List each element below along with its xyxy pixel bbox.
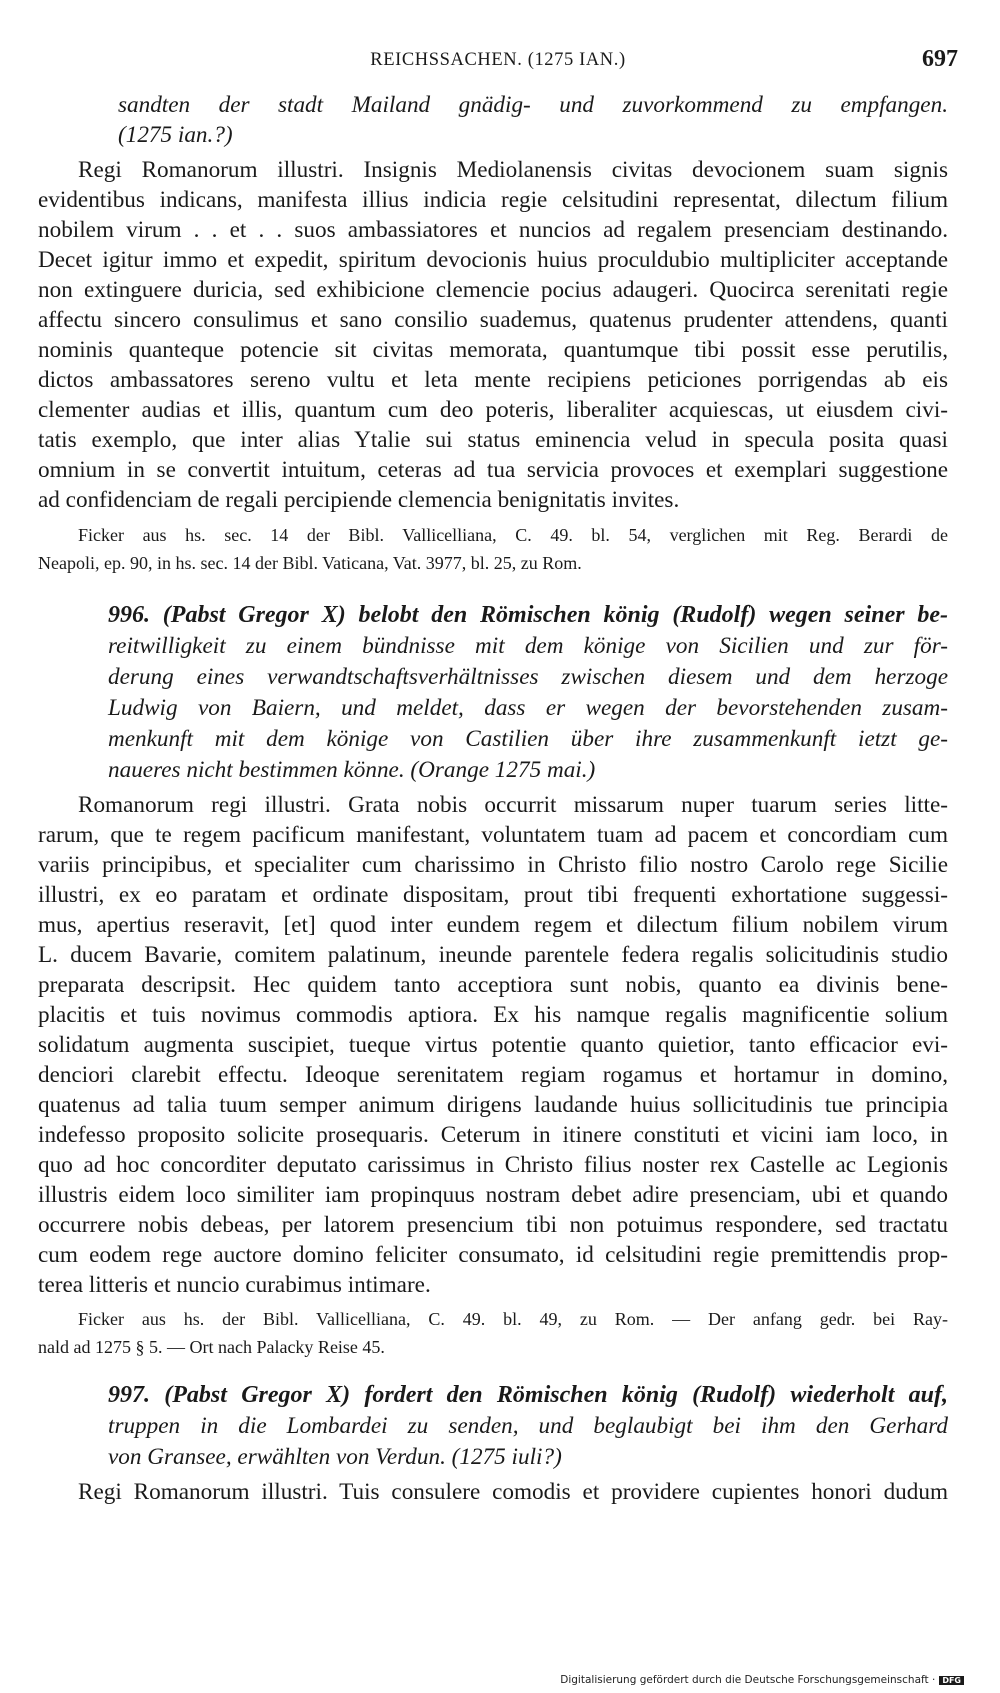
running-head: REICHSSACHEN. (1275 IAN.) bbox=[370, 50, 626, 70]
text-line: nominis quanteque potencie sit civitas memorata, quantumque tibi possit esse perutilis, bbox=[38, 337, 948, 363]
text-line: illustri, ex eo paratam et ordinate dispositam, prout tibi frequenti exhortatione suggessi- bbox=[38, 882, 948, 908]
regest-date-line: (1275 ian.?) bbox=[118, 122, 233, 148]
text-line: mus, apertius reseravit, [et] quod inter eundem regem et dilectum filium nobilem virum bbox=[38, 912, 948, 938]
dfg-logo: DFG bbox=[939, 1676, 964, 1685]
regest-heading-line: truppen in die Lombardei zu senden, und beglaubigt bei ihm den Gerhard bbox=[108, 1413, 948, 1439]
text-line: Regi Romanorum illustri. Tuis consulere comodis et providere cupientes honori dudum bbox=[78, 1479, 948, 1505]
source-note-line: Neapoli, ep. 90, in hs. sec. 14 der Bibl. Vaticana, Vat. 3977, bl. 25, zu Rom. bbox=[38, 553, 582, 573]
text-line: omnium in se convertit intuitum, ceteras ad tua servicia provoces et exemplari suggestione bbox=[38, 457, 948, 483]
regest-996-heading bbox=[108, 600, 948, 630]
text-line: non extinguere duricia, sed exhibicione clemencie pocius adaugeri. Quocirca serenitati regie bbox=[38, 277, 948, 303]
regest-number: 997. (Pabst Gregor X) fordert den Römischen könig (Rudolf) wiederholt auf, bbox=[108, 1382, 948, 1408]
text-line: L. ducem Bavarie, comitem palatinum, ineunde parentele federa regalis solicitudinis studio bbox=[38, 942, 948, 968]
regest-heading-line: naueres nicht bestimmen könne. (Orange 1275 mai.) bbox=[108, 757, 596, 783]
text-line: tatis exemplo, que inter alias Ytalie sui status eminencia velud in specula posita quasi bbox=[38, 427, 948, 453]
text-line: evidentibus indicans, manifesta illius indicia regie celsitudini representat, dilectum filium bbox=[38, 187, 948, 213]
text-line: denciori clarebit effectu. Ideoque serenitatem regiam rogamus et hortamur in domino, bbox=[38, 1062, 948, 1088]
text-line: nobilem virum . . et . . suos ambassiatores et nuncios ad regalem presenciam destinando. bbox=[38, 217, 948, 243]
regest-heading-line: Ludwig von Baiern, und meldet, dass er wegen der bevorstehenden zusam- bbox=[108, 695, 948, 721]
regest-heading-line: sandten der stadt Mailand gnädig- und zuvorkommend zu empfangen. bbox=[118, 92, 948, 118]
text-line: solidatum augmenta suscipiet, tueque virtus potentie quanto quietior, tanto efficacior evi- bbox=[38, 1032, 948, 1058]
text-line: rarum, que te regem pacificum manifestant, voluntatem tuam ad pacem et concordiam cum bbox=[38, 822, 948, 848]
text-line: Romanorum regi illustri. Grata nobis occurrit missarum nuper tuarum series litte- bbox=[78, 792, 948, 818]
text-line: occurrere nobis debeas, per latorem presencium tibi non potuimus respondere, sed tractatu bbox=[38, 1212, 948, 1238]
regest-number: 996. (Pabst Gregor X) belobt den Römischen könig (Rudolf) wegen seiner be- bbox=[108, 602, 948, 628]
page-number: 697 bbox=[922, 46, 958, 72]
colophon-text: Digitalisierung gefördert durch die Deutsche Forschungsgemeinschaft · bbox=[560, 1674, 936, 1686]
text-line: Decet igitur immo et expedit, spiritum devocionis huius proculdubio multipliciter acceptande bbox=[38, 247, 948, 273]
text-line: illustris eidem loco similiter iam propinquus nostram debet adire presenciam, ubi et quando bbox=[38, 1182, 948, 1208]
source-note-line: nald ad 1275 § 5. — Ort nach Palacky Reise 45. bbox=[38, 1337, 385, 1357]
text-line: quo ad hoc concorditer deputato carissimus in Christo filius noster rex Castelle ac Legionis bbox=[38, 1152, 948, 1178]
text-line: indefesso proposito solicite prosequaris. Ceterum in itinere constituti et vicini iam loco, in bbox=[38, 1122, 948, 1148]
text-line: dictos ambassatores sereno vultu et leta mente recipiens peticiones porrigendas ab eis bbox=[38, 367, 948, 393]
digitization-colophon bbox=[560, 1674, 964, 1686]
regest-heading-line: menkunft mit dem könige von Castilien über ihre zusammenkunft ietzt ge- bbox=[108, 726, 948, 752]
text-line: clementer audias et illis, quantum cum deo poteris, liberaliter acquiescas, ut eiusdem civi- bbox=[38, 397, 948, 423]
text-line: ad confidenciam de regali percipiende clemencia benignitatis invites. bbox=[38, 487, 680, 513]
text-line: preparata descripsit. Hec quidem tanto acceptiora sunt nobis, quanto ea divinis bene- bbox=[38, 972, 948, 998]
text-line: Regi Romanorum illustri. Insignis Mediolanensis civitas devocionem suam signis bbox=[78, 157, 948, 183]
regest-997-heading bbox=[108, 1380, 948, 1410]
text-line: placitis et tuis novimus commodis aptiora. Ex his namque regalis magnificentie solium bbox=[38, 1002, 948, 1028]
text-line: cum eodem rege auctore domino feliciter consumato, id celsitudini regie premittendis prop- bbox=[38, 1242, 948, 1268]
page-header bbox=[38, 46, 958, 78]
text-line: affectu sincero consulimus et sano consilio suademus, quatenus prudenter attendens, quanti bbox=[38, 307, 948, 333]
regest-heading-line: derung eines verwandtschaftsverhältnisses zwischen diesem und dem herzoge bbox=[108, 664, 948, 690]
text-line: variis principibus, et specialiter cum charissimo in Christo filio nostro Carolo rege Sicilie bbox=[38, 852, 948, 878]
regest-heading-line: von Gransee, erwählten von Verdun. (1275 iuli?) bbox=[108, 1444, 562, 1470]
text-line: terea litteris et nuncio curabimus intimare. bbox=[38, 1272, 431, 1298]
text-line: quatenus ad talia tuum semper animum dirigens laudande huius sollicitudinis tue principia bbox=[38, 1092, 948, 1118]
source-note-line: Ficker aus hs. sec. 14 der Bibl. Vallicelliana, C. 49. bl. 54, verglichen mit Reg. Berardi de bbox=[78, 525, 948, 545]
source-note-line: Ficker aus hs. der Bibl. Vallicelliana, C. 49. bl. 49, zu Rom. — Der anfang gedr. bei Ray- bbox=[78, 1309, 948, 1329]
regest-heading-line: reitwilligkeit zu einem bündnisse mit dem könige von Sicilien und zur för- bbox=[108, 633, 948, 659]
